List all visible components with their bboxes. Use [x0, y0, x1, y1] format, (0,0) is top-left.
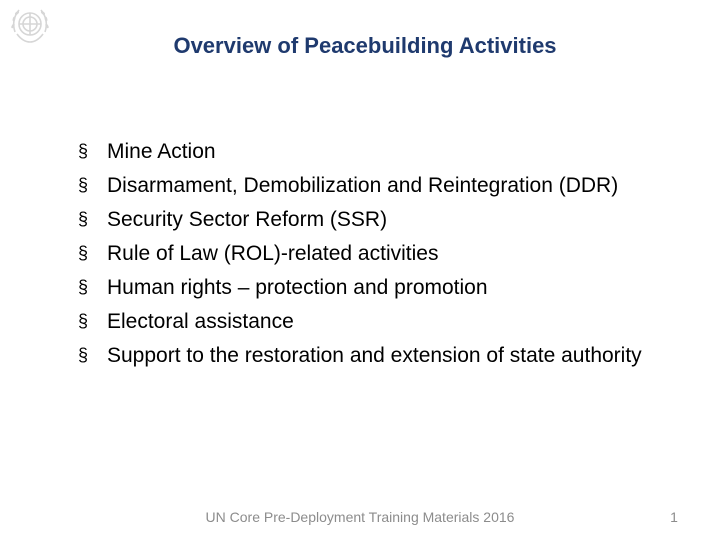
bullet-item — [78, 136, 658, 167]
bullet-text: Human rights – protection and promotion — [107, 276, 488, 299]
bullet-marker: § — [78, 345, 89, 365]
slide-footer: UN Core Pre-Deployment Training Materials 2016 — [205, 509, 515, 525]
bullet-item — [78, 170, 658, 201]
bullet-text: Support to the restoration and extension of state authority — [107, 344, 642, 367]
bullet-marker: § — [78, 277, 89, 297]
bullet-marker: § — [78, 175, 89, 195]
page-number: 1 — [670, 509, 678, 525]
bullet-text: Security Sector Reform (SSR) — [107, 208, 388, 231]
bullet-marker: § — [78, 243, 89, 263]
bullet-list — [78, 136, 658, 374]
bullet-item — [78, 204, 658, 235]
slide-title: Overview of Peacebuilding Activities — [173, 33, 557, 58]
bullet-text: Rule of Law (ROL)-related activities — [107, 242, 439, 265]
bullet-text: Mine Action — [107, 140, 216, 163]
bullet-marker: § — [78, 141, 89, 161]
bullet-item — [78, 272, 658, 303]
bullet-marker: § — [78, 209, 89, 229]
bullet-text: Disarmament, Demobilization and Reintegration (DDR) — [107, 174, 619, 197]
bullet-item — [78, 306, 658, 337]
bullet-item — [78, 340, 658, 371]
bullet-item — [78, 238, 658, 269]
bullet-text: Electoral assistance — [107, 310, 294, 333]
bullet-marker: § — [78, 311, 89, 331]
